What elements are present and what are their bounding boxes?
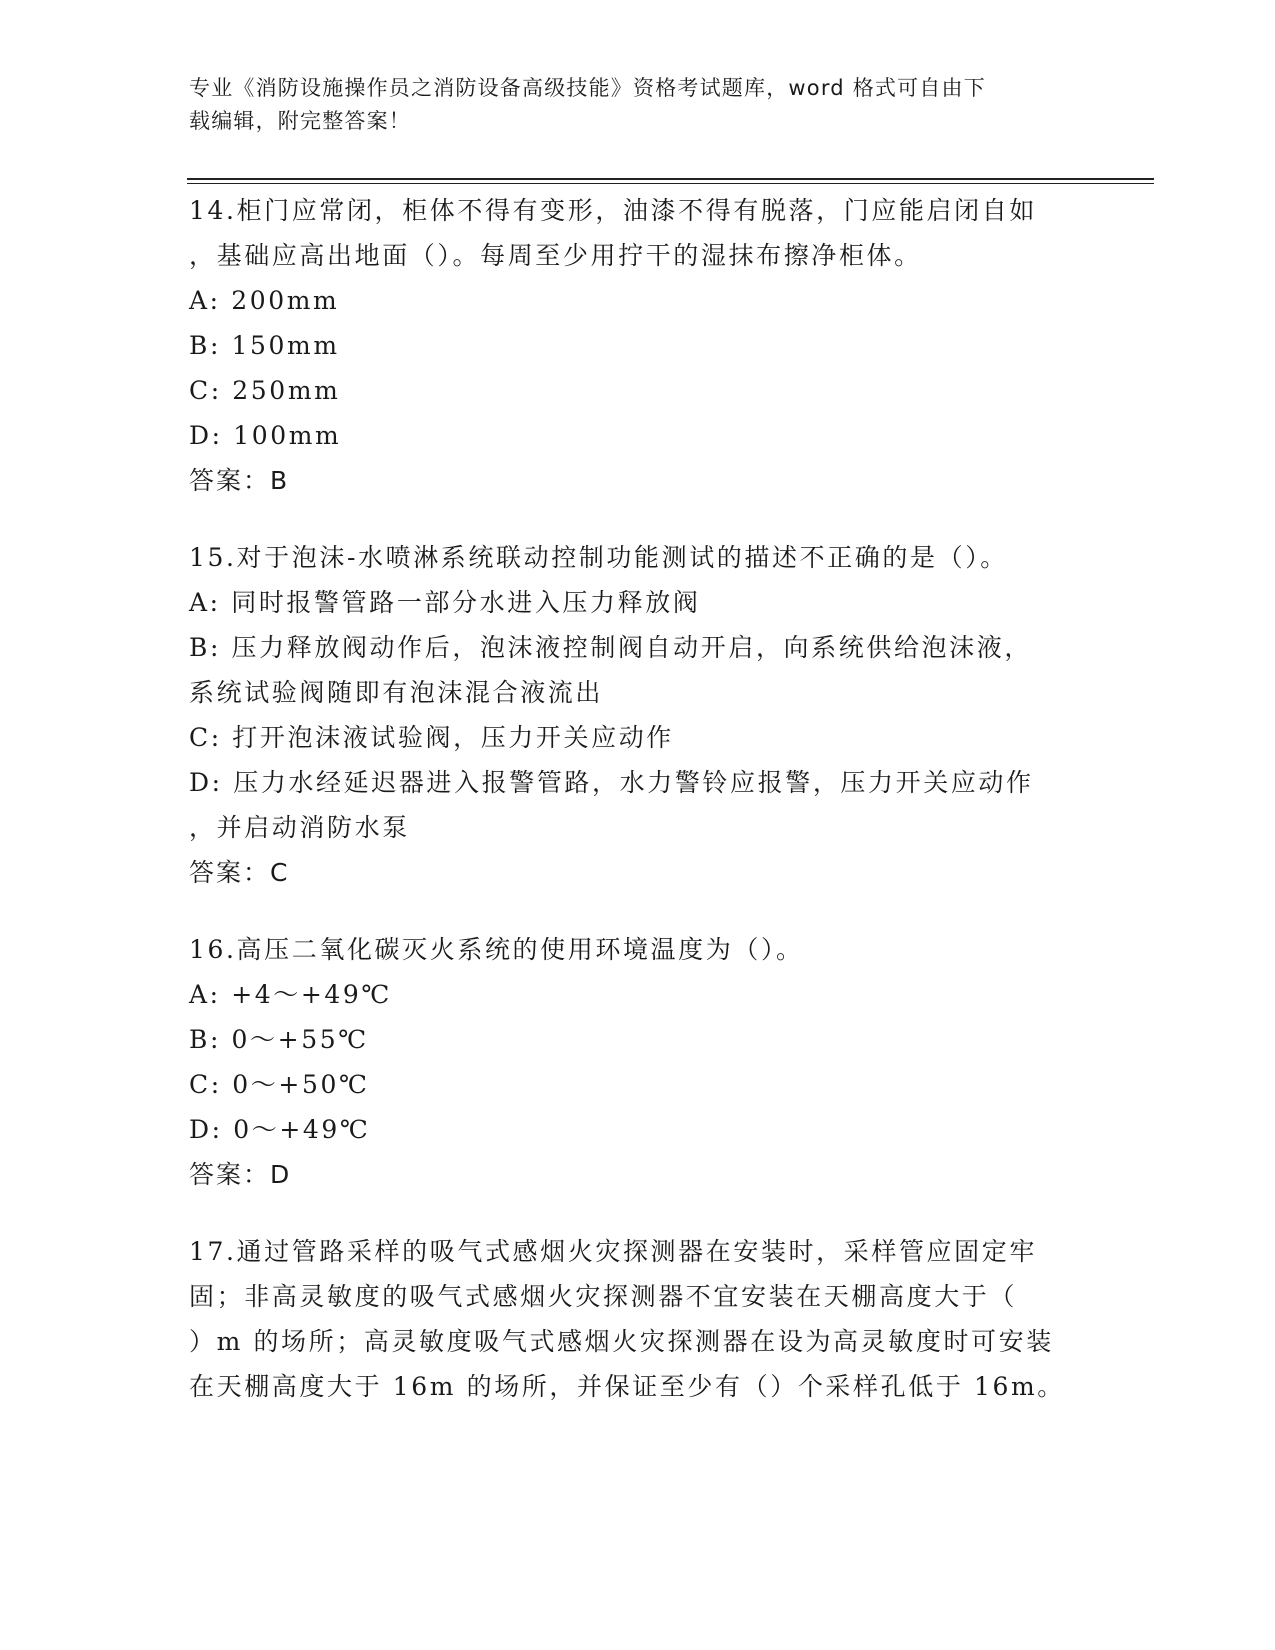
option-c: C: 250mm <box>189 376 341 405</box>
question-16 <box>189 927 1089 1197</box>
option-a: A: 同时报警管路一部分水进入压力释放阀 <box>189 588 701 617</box>
document-header <box>189 72 1069 138</box>
answer-line: 答案：B <box>189 466 290 495</box>
option-d-continued: ，并启动消防水泵 <box>189 813 410 842</box>
question-15 <box>189 535 1089 895</box>
option-b: B: 0～+55℃ <box>189 1025 369 1054</box>
question-14 <box>189 188 1089 503</box>
header-line-1: 专业《消防设施操作员之消防设备高级技能》资格考试题库，word 格式可自由下 <box>189 76 986 100</box>
question-stem-line: 17.通过管路采样的吸气式感烟火灾探测器在安装时，采样管应固定牢 <box>189 1237 1037 1266</box>
question-list <box>189 188 1089 1441</box>
option-a: A: +4～+49℃ <box>189 980 393 1009</box>
question-stem-line: 16.高压二氧化碳灭火系统的使用环境温度为（）。 <box>189 935 804 964</box>
option-d: D: 0～+49℃ <box>189 1115 371 1144</box>
question-stem-line: 固；非高灵敏度的吸气式感烟火灾探测器不宜安装在天棚高度大于（ <box>189 1282 1018 1311</box>
option-b: B: 压力释放阀动作后，泡沫液控制阀自动开启，向系统供给泡沫液， <box>189 633 1032 662</box>
header-line-2: 载编辑，附完整答案！ <box>189 109 411 133</box>
question-stem-line: 在天棚高度大于 16m 的场所，并保证至少有（）个采样孔低于 16m。 <box>189 1372 1065 1401</box>
question-stem-line: 14.柜门应常闭，柜体不得有变形，油漆不得有脱落，门应能启闭自如 <box>189 196 1037 225</box>
option-a: A: 200mm <box>189 286 340 315</box>
option-b: B: 150mm <box>189 331 340 360</box>
question-17 <box>189 1229 1089 1409</box>
header-divider-thin <box>187 183 1154 184</box>
question-stem-line: ，基础应高出地面（）。每周至少用拧干的湿抹布擦净柜体。 <box>189 241 922 270</box>
option-d: D: 100mm <box>189 421 342 450</box>
question-stem-line: 15.对于泡沫-水喷淋系统联动控制功能测试的描述不正确的是（）。 <box>189 543 1008 572</box>
option-b-continued: 系统试验阀随即有泡沫混合液流出 <box>189 678 604 707</box>
answer-line: 答案：D <box>189 1160 292 1189</box>
answer-line: 答案：C <box>189 858 290 887</box>
header-divider-thick <box>187 178 1154 180</box>
option-c: C: 0～+50℃ <box>189 1070 370 1099</box>
option-d: D: 压力水经延迟器进入报警管路，水力警铃应报警，压力开关应动作 <box>189 768 1034 797</box>
option-c: C: 打开泡沫液试验阀，压力开关应动作 <box>189 723 674 752</box>
question-stem-line: ）m 的场所；高灵敏度吸气式感烟火灾探测器在设为高灵敏度时可安装 <box>189 1327 1054 1356</box>
